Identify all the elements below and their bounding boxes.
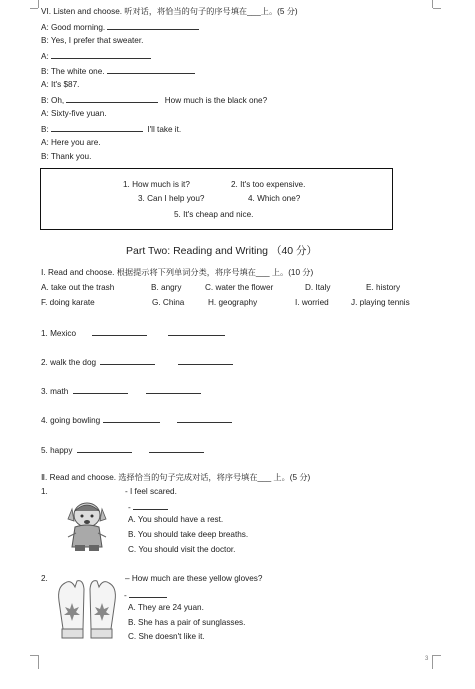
answer-blank[interactable] [51,123,143,132]
answer-blank[interactable] [100,356,155,365]
answer-blank[interactable] [146,385,201,394]
word-option: B. angry [151,283,182,292]
answer-blank[interactable] [178,356,233,365]
classify-item: 4. going bowling [41,414,232,426]
choice-c: C. She doesn't like it. [128,632,205,641]
question-prompt: – How much are these yellow gloves? [125,574,263,583]
answer-blank[interactable] [129,589,167,598]
answer-blank[interactable] [107,65,195,74]
answer-blank[interactable] [168,327,225,336]
dialog-line: A: [41,50,151,62]
classify-item: 2. walk the dog [41,356,233,368]
answer-line: - [128,501,168,513]
answer-blank[interactable] [66,94,158,103]
section2-heading: Ⅱ. Read and choose. 选择恰当的句子完成对话，将序号填在___ 上。(5 分) [41,473,311,482]
word-option: I. worried [295,298,329,307]
section1-heading: Ⅰ. Read and choose. 根据提示将下列单词分类，将序号填在___ 上。(10 分) [41,268,314,277]
answer-blank[interactable] [149,444,204,453]
word-option: E. history [366,283,401,292]
answer-blank[interactable] [177,414,232,423]
word-option: F. doing karate [41,298,95,307]
dialog-line: B: The white one. [41,65,195,77]
crop-mark-bottom-left [38,655,39,669]
choice-b: B. She has a pair of sunglasses. [128,618,246,627]
dialog-line: A: It's $87. [41,80,80,89]
crop-mark-top-left-h [30,8,38,9]
classify-item: 1. Mexico [41,327,225,339]
answer-blank[interactable] [107,21,199,30]
choice-a: A. You should have a rest. [128,515,224,524]
classify-item: 3. math [41,385,201,397]
dialog-line: B: Oh, How much is the black one? [41,96,268,105]
answer-blank[interactable] [133,501,168,510]
dialog-line: B: Yes, I prefer that sweater. [41,36,144,45]
question-number: 1. [41,487,48,496]
answer-line: - [124,589,167,601]
answer-blank[interactable] [73,385,128,394]
page-number: 3 [425,656,429,662]
part-two-title: Part Two: Reading and Writing （40 分） [126,245,318,257]
choice-b: B. You should take deep breaths. [128,530,249,539]
dialog-line: A: Sixty-five yuan. [41,109,107,118]
dialog-line: B: I'll take it. [41,125,182,134]
question-number: 2. [41,574,48,583]
gloves-image [55,577,119,643]
choice-c: C. You should visit the doctor. [128,545,236,554]
crop-mark-bottom-right [432,655,433,669]
word-option: C. water the flower [205,283,274,292]
scared-child-image [58,497,116,555]
option-5: 5. It's cheap and nice. [174,210,254,219]
question-prompt: - I feel scared. [125,487,177,496]
classify-item: 5. happy [41,444,204,456]
options-box [40,168,393,230]
section6-heading: VI. Listen and choose. 听对话，将恰当的句子的序号填在___上。(5 分) [41,7,298,16]
dialog-line: A: Good morning. [41,21,199,33]
word-option: J. playing tennis [351,298,410,307]
word-option: D. Italy [305,283,331,292]
choice-a: A. They are 24 yuan. [128,603,204,612]
answer-blank[interactable] [92,327,147,336]
crop-mark-top-right-h [433,8,441,9]
option-1: 1. How much is it? [123,180,190,189]
crop-mark-top-left [38,0,39,8]
crop-mark-top-right [432,0,433,8]
word-option: H. geography [208,298,258,307]
crop-mark-bottom-left-h [30,655,38,656]
answer-blank[interactable] [103,414,160,423]
crop-mark-bottom-right-h [433,655,441,656]
dialog-line: B: Thank you. [41,152,92,161]
word-option: G. China [152,298,185,307]
dialog-line: A: Here you are. [41,138,101,147]
option-2: 2. It's too expensive. [231,180,306,189]
option-4: 4. Which one? [248,194,301,203]
option-3: 3. Can I help you? [138,194,205,203]
word-option: A. take out the trash [41,283,115,292]
answer-blank[interactable] [77,444,132,453]
answer-blank[interactable] [51,50,151,59]
